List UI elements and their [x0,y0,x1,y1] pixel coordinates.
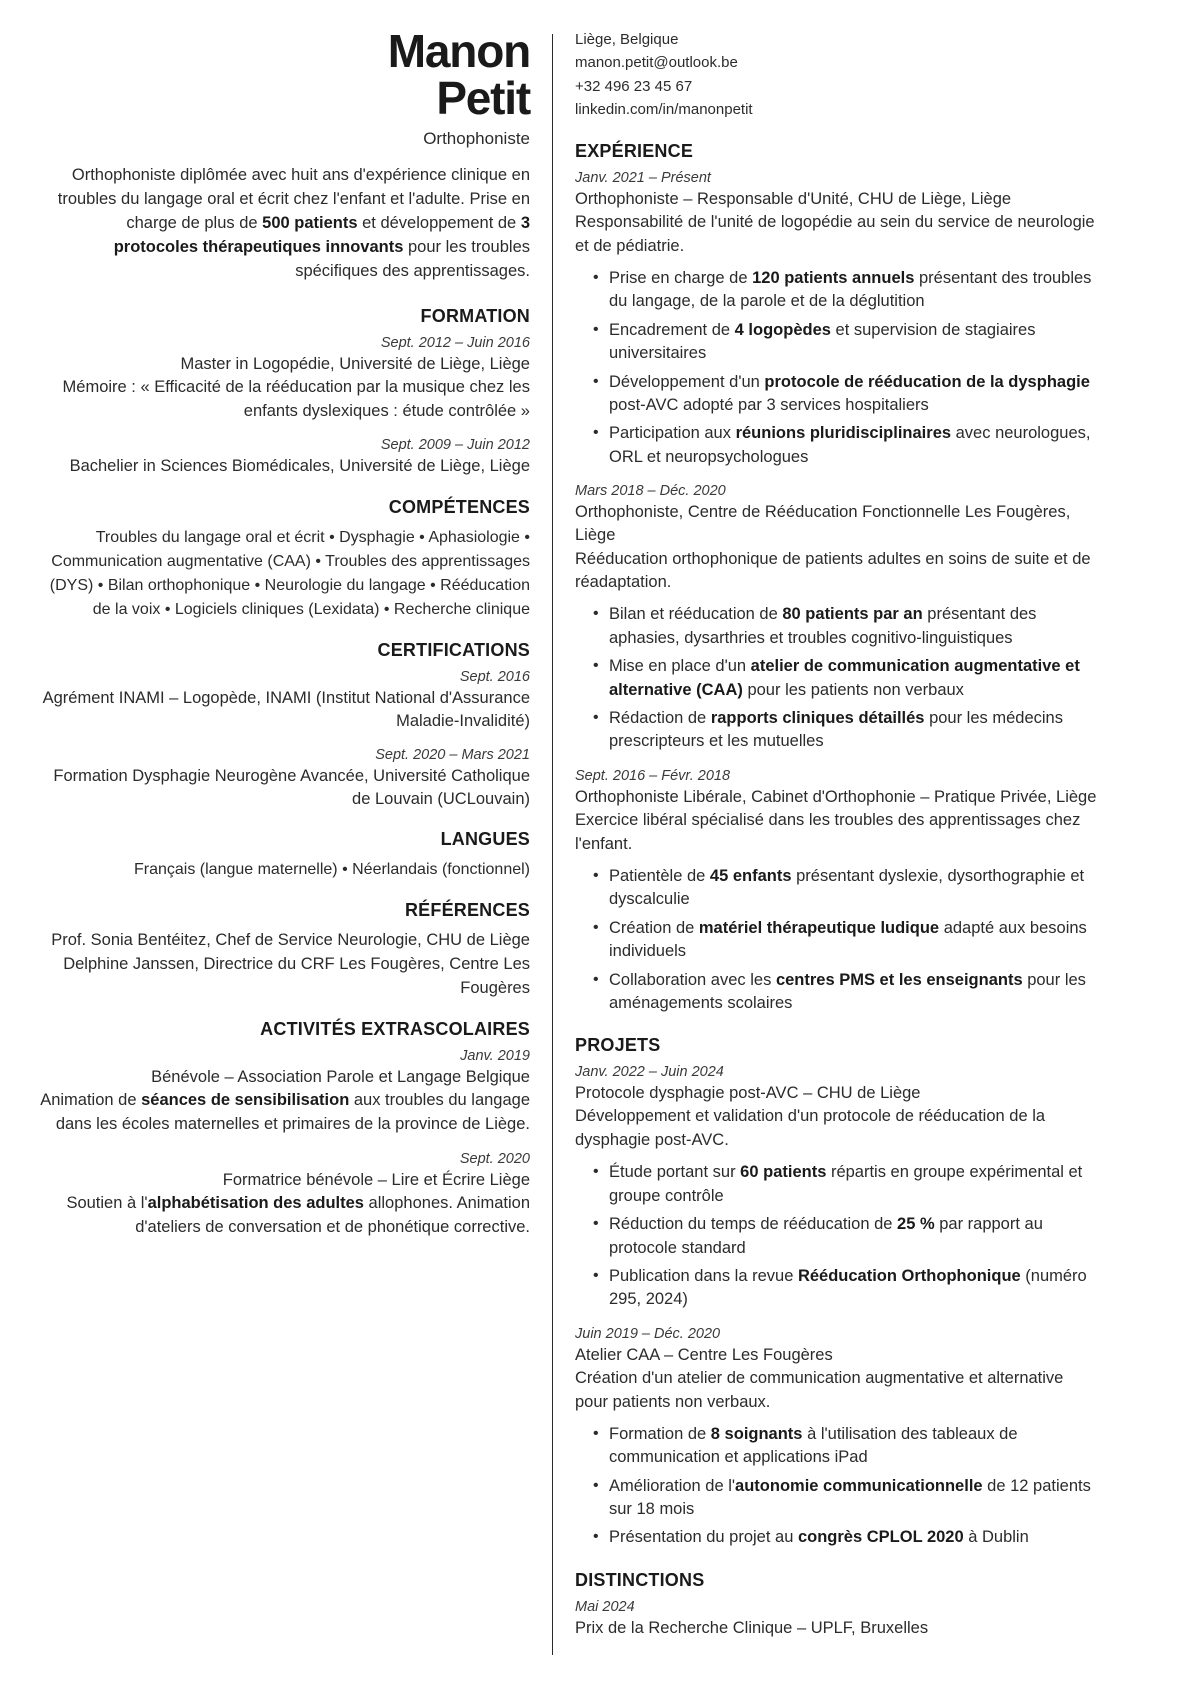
entry-description: Animation de séances de sensibilisation aux troubles du langage dans les écoles maternelles et primaires de la province de Liège. [40,1090,530,1133]
experience-entry [575,170,1098,469]
formation-entry [40,437,530,478]
formation-list [40,335,530,479]
projet-entry [575,1326,1098,1550]
section-heading-experience: EXPÉRIENCE [575,141,694,161]
section-heading-distinctions: DISTINCTIONS [575,1569,705,1590]
section-heading-langues: LANGUES [440,828,530,849]
entry-date: Sept. 2009 – Juin 2012 [380,437,530,454]
bullet-item: • Mise en place d'un atelier de communication augmentative et alternative (CAA) pour les patients non verbaux [609,655,1098,702]
entry-date: Sept. 2016 – Févr. 2018 [575,767,731,784]
contact-phone[interactable]: +32 496 23 45 67 [575,77,693,95]
section-heading-competences: COMPÉTENCES [388,496,530,517]
bullet-item: • Formation de 8 soignants à l'utilisation des tableaux de communication et applications iPad [609,1423,1098,1470]
entry-title: Bénévole – Association Parole et Langage Belgique [151,1067,530,1086]
entry-title: Protocole dysphagie post-AVC – CHU de Liège [575,1084,921,1103]
extrascolaire-entry [40,1048,530,1137]
reference-item: Prof. Sonia Bentéitez, Chef de Service Neurologie, CHU de Liège [51,930,530,949]
certifications-list [40,669,530,811]
bullet-item: • Collaboration avec les centres PMS et les enseignants pour les aménagements scolaires [609,969,1098,1016]
bullet-item: • Publication dans la revue Rééducation Orthophonique (numéro 295, 2024) [609,1265,1098,1312]
contact-email[interactable]: manon.petit@outlook.be [575,54,738,72]
experience-entry [575,768,1098,1015]
bullet-item: • Développement d'un protocole de rééducation de la dysphagie post-AVC adopté par 3 services hospitaliers [609,371,1098,418]
entry-date: Janv. 2021 – Présent [575,170,711,186]
entry-date: Janv. 2022 – Juin 2024 [575,1064,724,1081]
reference-item: Delphine Janssen, Directrice du CRF Les Fougères, Centre Les Fougères [63,954,530,997]
entry-date: Mars 2018 – Déc. 2020 [575,483,726,500]
extrascolaire-entry [40,1151,530,1240]
bullet-list [575,865,1098,1016]
entry-title: Agrément INAMI – Logopède, INAMI (Institut National d'Assurance Maladie-Invalidité) [42,688,530,730]
langues-list: Français (langue maternelle) • Néerlandais (fonctionnel) [133,860,530,878]
certification-entry [40,669,530,733]
entry-title: Bachelier in Sciences Biomédicales, Université de Liège, Liège [69,457,530,476]
entry-description: Création d'un atelier de communication augmentative et alternative pour patients non verbaux. [575,1368,1064,1411]
formation-entry [40,335,530,424]
job-headline: Orthophoniste [423,128,530,148]
right-column [553,28,1098,1663]
bullet-list [575,603,1098,754]
entry-title: Formatrice bénévole – Lire et Écrire Liège [222,1170,530,1189]
bullet-list [575,1161,1098,1312]
entry-date: Juin 2019 – Déc. 2020 [575,1325,721,1342]
projet-entry [575,1064,1098,1311]
entry-date: Sept. 2016 [459,668,530,685]
entry-date: Janv. 2019 [460,1047,530,1064]
entry-title: Atelier CAA – Centre Les Fougères [575,1345,833,1364]
profile-summary: Orthophoniste diplômée avec huit ans d'expérience clinique en troubles du langage oral et écrit chez l'enfant et l'adulte. Prise en charge de plus de 500 patients et développement de 3 protocoles thérapeutiques innovants pour les troubles spécifiques des apprentissages. [57,165,530,280]
bullet-item: • Encadrement de 4 logopèdes et supervision de stagiaires universitaires [609,319,1098,366]
entry-description: Développement et validation d'un protocole de rééducation de la dysphagie post-AVC. [575,1107,1046,1150]
entry-date: Sept. 2020 – Mars 2021 [375,746,530,763]
contact-block [575,28,1098,121]
left-column [40,25,552,1663]
entry-description: Soutien à l'alphabétisation des adultes allophones. Animation d'ateliers de conversation et de phonétique corrective. [66,1193,530,1236]
bullet-item: • Création de matériel thérapeutique ludique adapté aux besoins individuels [609,917,1098,964]
entry-description: Rééducation orthophonique de patients adultes en soins de suite et de réadaptation. [575,549,1091,592]
entry-title: Master in Logopédie, Université de Liège, Liège [180,354,530,373]
page-title [40,25,530,124]
bullet-list [575,1423,1098,1550]
extrascolaires-list [40,1048,530,1240]
entry-title: Orthophoniste Libérale, Cabinet d'Orthophonie – Pratique Privée, Liège [575,787,1097,806]
section-heading-projets: PROJETS [575,1035,661,1056]
bullet-item: • Étude portant sur 60 patients répartis en groupe expérimental et groupe contrôle [609,1161,1098,1208]
entry-title: Orthophoniste – Responsable d'Unité, CHU de Liège, Liège [575,190,1012,208]
bullet-item: • Réduction du temps de rééducation de 25 % par rapport au protocole standard [609,1213,1098,1260]
bullet-list [575,267,1098,469]
competences-list: Troubles du langage oral et écrit • Dysphagie • Aphasiologie • Communication augmentative (CAA) • Troubles des apprentissages (DYS) • Bilan orthophonique • Neurologie du langage • Rééducation de la voix • Logiciels cliniques (Lexidata) • Recherche clinique [49,528,530,618]
entry-description: Exercice libéral spécialisé dans les troubles des apprentissages chez l'enfant. [575,810,1081,853]
experience-entry [575,483,1098,754]
bullet-item: • Participation aux réunions pluridisciplinaires avec neurologues, ORL et neuropsychologues [609,422,1098,469]
section-heading-activites-extrascolaires: ACTIVITÉS EXTRASCOLAIRES [260,1018,530,1039]
entry-date: Sept. 2012 – Juin 2016 [380,334,530,351]
contact-location: Liège, Belgique [575,31,679,48]
bullet-item: • Patientèle de 45 enfants présentant dyslexie, dysorthographie et dyscalculie [609,865,1098,912]
distinction-entry [575,1599,1098,1640]
section-heading-formation: FORMATION [420,305,530,326]
references-list [40,929,530,1001]
entry-title: Formation Dysphagie Neurogène Avancée, Université Catholique de Louvain (UCLouvain) [53,766,530,808]
first-name: Manon [387,25,530,77]
last-name: Petit [436,71,530,124]
bullet-item: • Rédaction de rapports cliniques détaillés pour les médecins prescripteurs et les mutuelles [609,707,1098,754]
entry-description: Responsabilité de l'unité de logopédie au sein du service de neurologie et de pédiatrie. [575,213,1095,256]
bullet-item: • Prise en charge de 120 patients annuels présentant des troubles du langage, de la parole et de la déglutition [609,267,1098,314]
section-heading-certifications: CERTIFICATIONS [377,639,530,660]
entry-title: Orthophoniste, Centre de Rééducation Fonctionnelle Les Fougères, Liège [575,503,1071,545]
bullet-item: • Bilan et rééducation de 80 patients par an présentant des aphasies, dysarthries et troubles cognitivo-linguistiques [609,603,1098,650]
entry-title: Prix de la Recherche Clinique – UPLF, Bruxelles [575,1618,929,1637]
certification-entry [40,747,530,811]
contact-linkedin[interactable]: linkedin.com/in/manonpetit [575,100,753,118]
bullet-item: • Présentation du projet au congrès CPLOL 2020 à Dublin [609,1526,1098,1549]
bullet-item: • Amélioration de l'autonomie communicationnelle de 12 patients sur 18 mois [609,1475,1098,1522]
section-heading-references: RÉFÉRENCES [404,899,530,920]
entry-description: Mémoire : « Efficacité de la rééducation par la musique chez les enfants dyslexiques : étude contrôlée » [62,377,530,420]
entry-date: Mai 2024 [575,1598,635,1615]
entry-date: Sept. 2020 [459,1150,530,1167]
